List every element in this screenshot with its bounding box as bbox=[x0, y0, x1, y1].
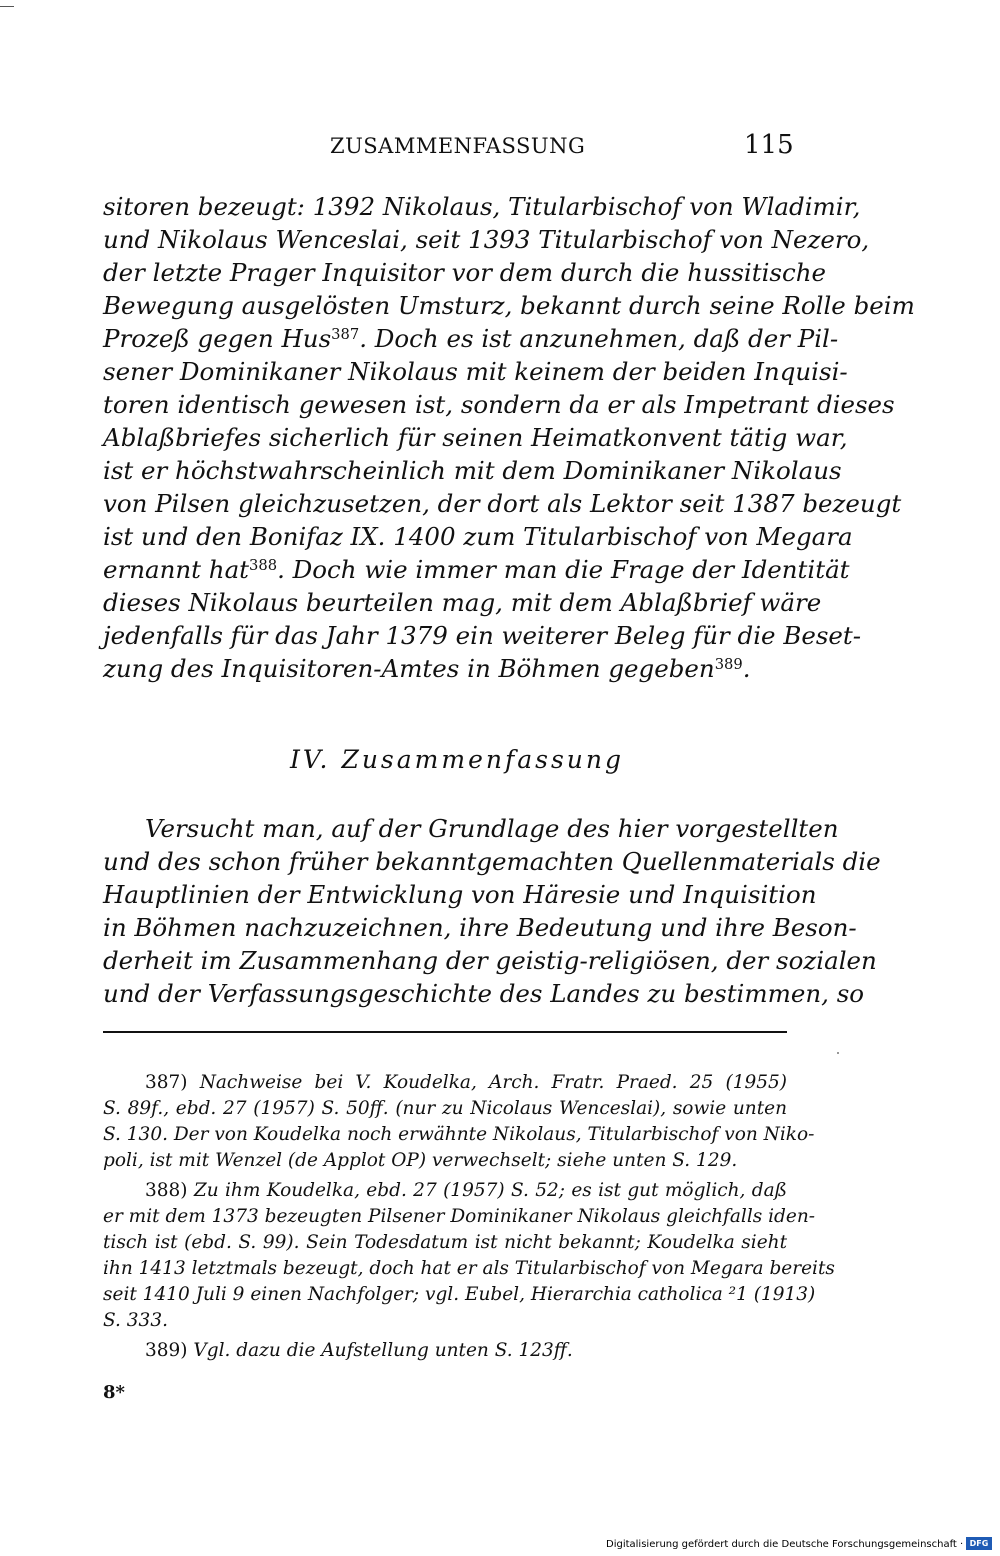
text-line: und des schon früher bekanntgemachten Quellenmaterials die bbox=[103, 847, 881, 876]
footnote-line: 389) Vgl. dazu die Aufstellung unten S. 123ff. bbox=[145, 1340, 573, 1361]
text-line: und Nikolaus Wenceslai, seit 1393 Titularbischof von Nezero, bbox=[103, 225, 870, 254]
text-line: der letzte Prager Inquisitor vor dem durch die hussitische bbox=[103, 258, 827, 287]
footnote-ref[interactable]: 389 bbox=[714, 655, 743, 673]
dfg-logo-icon: DFG bbox=[966, 1537, 992, 1550]
footnote-line: 387) Nachweise bei V. Koudelka, Arch. Fratr. Praed. 25 (1955) bbox=[145, 1072, 787, 1093]
running-title: ZUSAMMENFASSUNG bbox=[330, 134, 586, 158]
signature-mark: 8* bbox=[103, 1382, 125, 1403]
text-line: toren identisch gewesen ist, sondern da er als Impetrant dieses bbox=[103, 390, 895, 419]
page-number: 115 bbox=[744, 130, 794, 160]
text-line: derheit im Zusammenhang der geistig-religiösen, der sozialen bbox=[103, 946, 877, 975]
text-line: Ablaßbriefes sicherlich für seinen Heimatkonvent tätig war, bbox=[103, 423, 848, 452]
footnote-line: ihn 1413 letztmals bezeugt, doch hat er als Titularbischof von Megara bereits bbox=[103, 1258, 835, 1279]
text-line: sener Dominikaner Nikolaus mit keinem der beiden Inquisi- bbox=[103, 357, 848, 386]
scan-speck bbox=[837, 1052, 839, 1054]
footnote-ref[interactable]: 388 bbox=[249, 556, 278, 574]
footnote-number: 387) bbox=[145, 1072, 188, 1093]
text-line: jedenfalls für das Jahr 1379 ein weiterer Beleg für die Beset- bbox=[103, 621, 862, 650]
footnote-line: poli, ist mit Wenzel (de Applot OP) verwechselt; siehe unten S. 129. bbox=[103, 1150, 738, 1171]
footnote-line: er mit dem 1373 bezeugten Pilsener Dominikaner Nikolaus gleichfalls iden- bbox=[103, 1206, 815, 1227]
text-line: Versucht man, auf der Grundlage des hier vorgestellten bbox=[145, 814, 839, 843]
footnote-line: S. 89f., ebd. 27 (1957) S. 50ff. (nur zu Nicolaus Wenceslai), sowie unten bbox=[103, 1098, 787, 1119]
footnote-line: seit 1410 Juli 9 einen Nachfolger; vgl. Eubel, Hierarchia catholica ²1 (1913) bbox=[103, 1284, 816, 1305]
text-line: ernannt hat$^{388}$. Doch wie immer man die Frage der Identität bbox=[103, 555, 850, 584]
text-line: und der Verfassungsgeschichte des Landes zu bestimmen, so bbox=[103, 979, 865, 1008]
text-line: sitoren bezeugt: 1392 Nikolaus, Titularbischof von Wladimir, bbox=[103, 192, 861, 221]
footnote-line: S. 130. Der von Koudelka noch erwähnte Nikolaus, Titularbischof von Niko- bbox=[103, 1124, 815, 1145]
scan-corner-mark bbox=[0, 6, 14, 7]
text-line: dieses Nikolaus beurteilen mag, mit dem Ablaßbrief wäre bbox=[103, 588, 822, 617]
footnote-ref[interactable]: 387 bbox=[331, 325, 360, 343]
text-line: Prozeß gegen Hus$^{387}$. Doch es ist anzunehmen, daß der Pil- bbox=[103, 324, 839, 353]
footnote-number: 388) bbox=[145, 1180, 188, 1201]
footnote-number: 389) bbox=[145, 1340, 188, 1361]
digitization-notice: Digitalisierung gefördert durch die Deutsche Forschungsgemeinschaft · bbox=[606, 1539, 964, 1550]
text-line: Hauptlinien der Entwicklung von Häresie und Inquisition bbox=[103, 880, 817, 909]
footnote-divider bbox=[103, 1031, 787, 1033]
text-line: von Pilsen gleichzusetzen, der dort als Lektor seit 1387 bezeugt bbox=[103, 489, 902, 518]
section-heading: IV. Zusammenfassung bbox=[290, 745, 624, 774]
footnote-line: tisch ist (ebd. S. 99). Sein Todesdatum ist nicht bekannt; Koudelka sieht bbox=[103, 1232, 787, 1253]
text-line: ist und den Bonifaz IX. 1400 zum Titularbischof von Megara bbox=[103, 522, 853, 551]
text-line: in Böhmen nachzuzeichnen, ihre Bedeutung und ihre Beson- bbox=[103, 913, 857, 942]
footnote-line: S. 333. bbox=[103, 1310, 168, 1331]
text-line: Bewegung ausgelösten Umsturz, bekannt durch seine Rolle beim bbox=[103, 291, 915, 320]
footnote-line: 388) Zu ihm Koudelka, ebd. 27 (1957) S. 52; es ist gut möglich, daß bbox=[145, 1180, 787, 1201]
text-line: ist er höchstwahrscheinlich mit dem Dominikaner Nikolaus bbox=[103, 456, 842, 485]
text-line: zung des Inquisitoren-Amtes in Böhmen gegeben$^{389}$. bbox=[103, 654, 751, 683]
